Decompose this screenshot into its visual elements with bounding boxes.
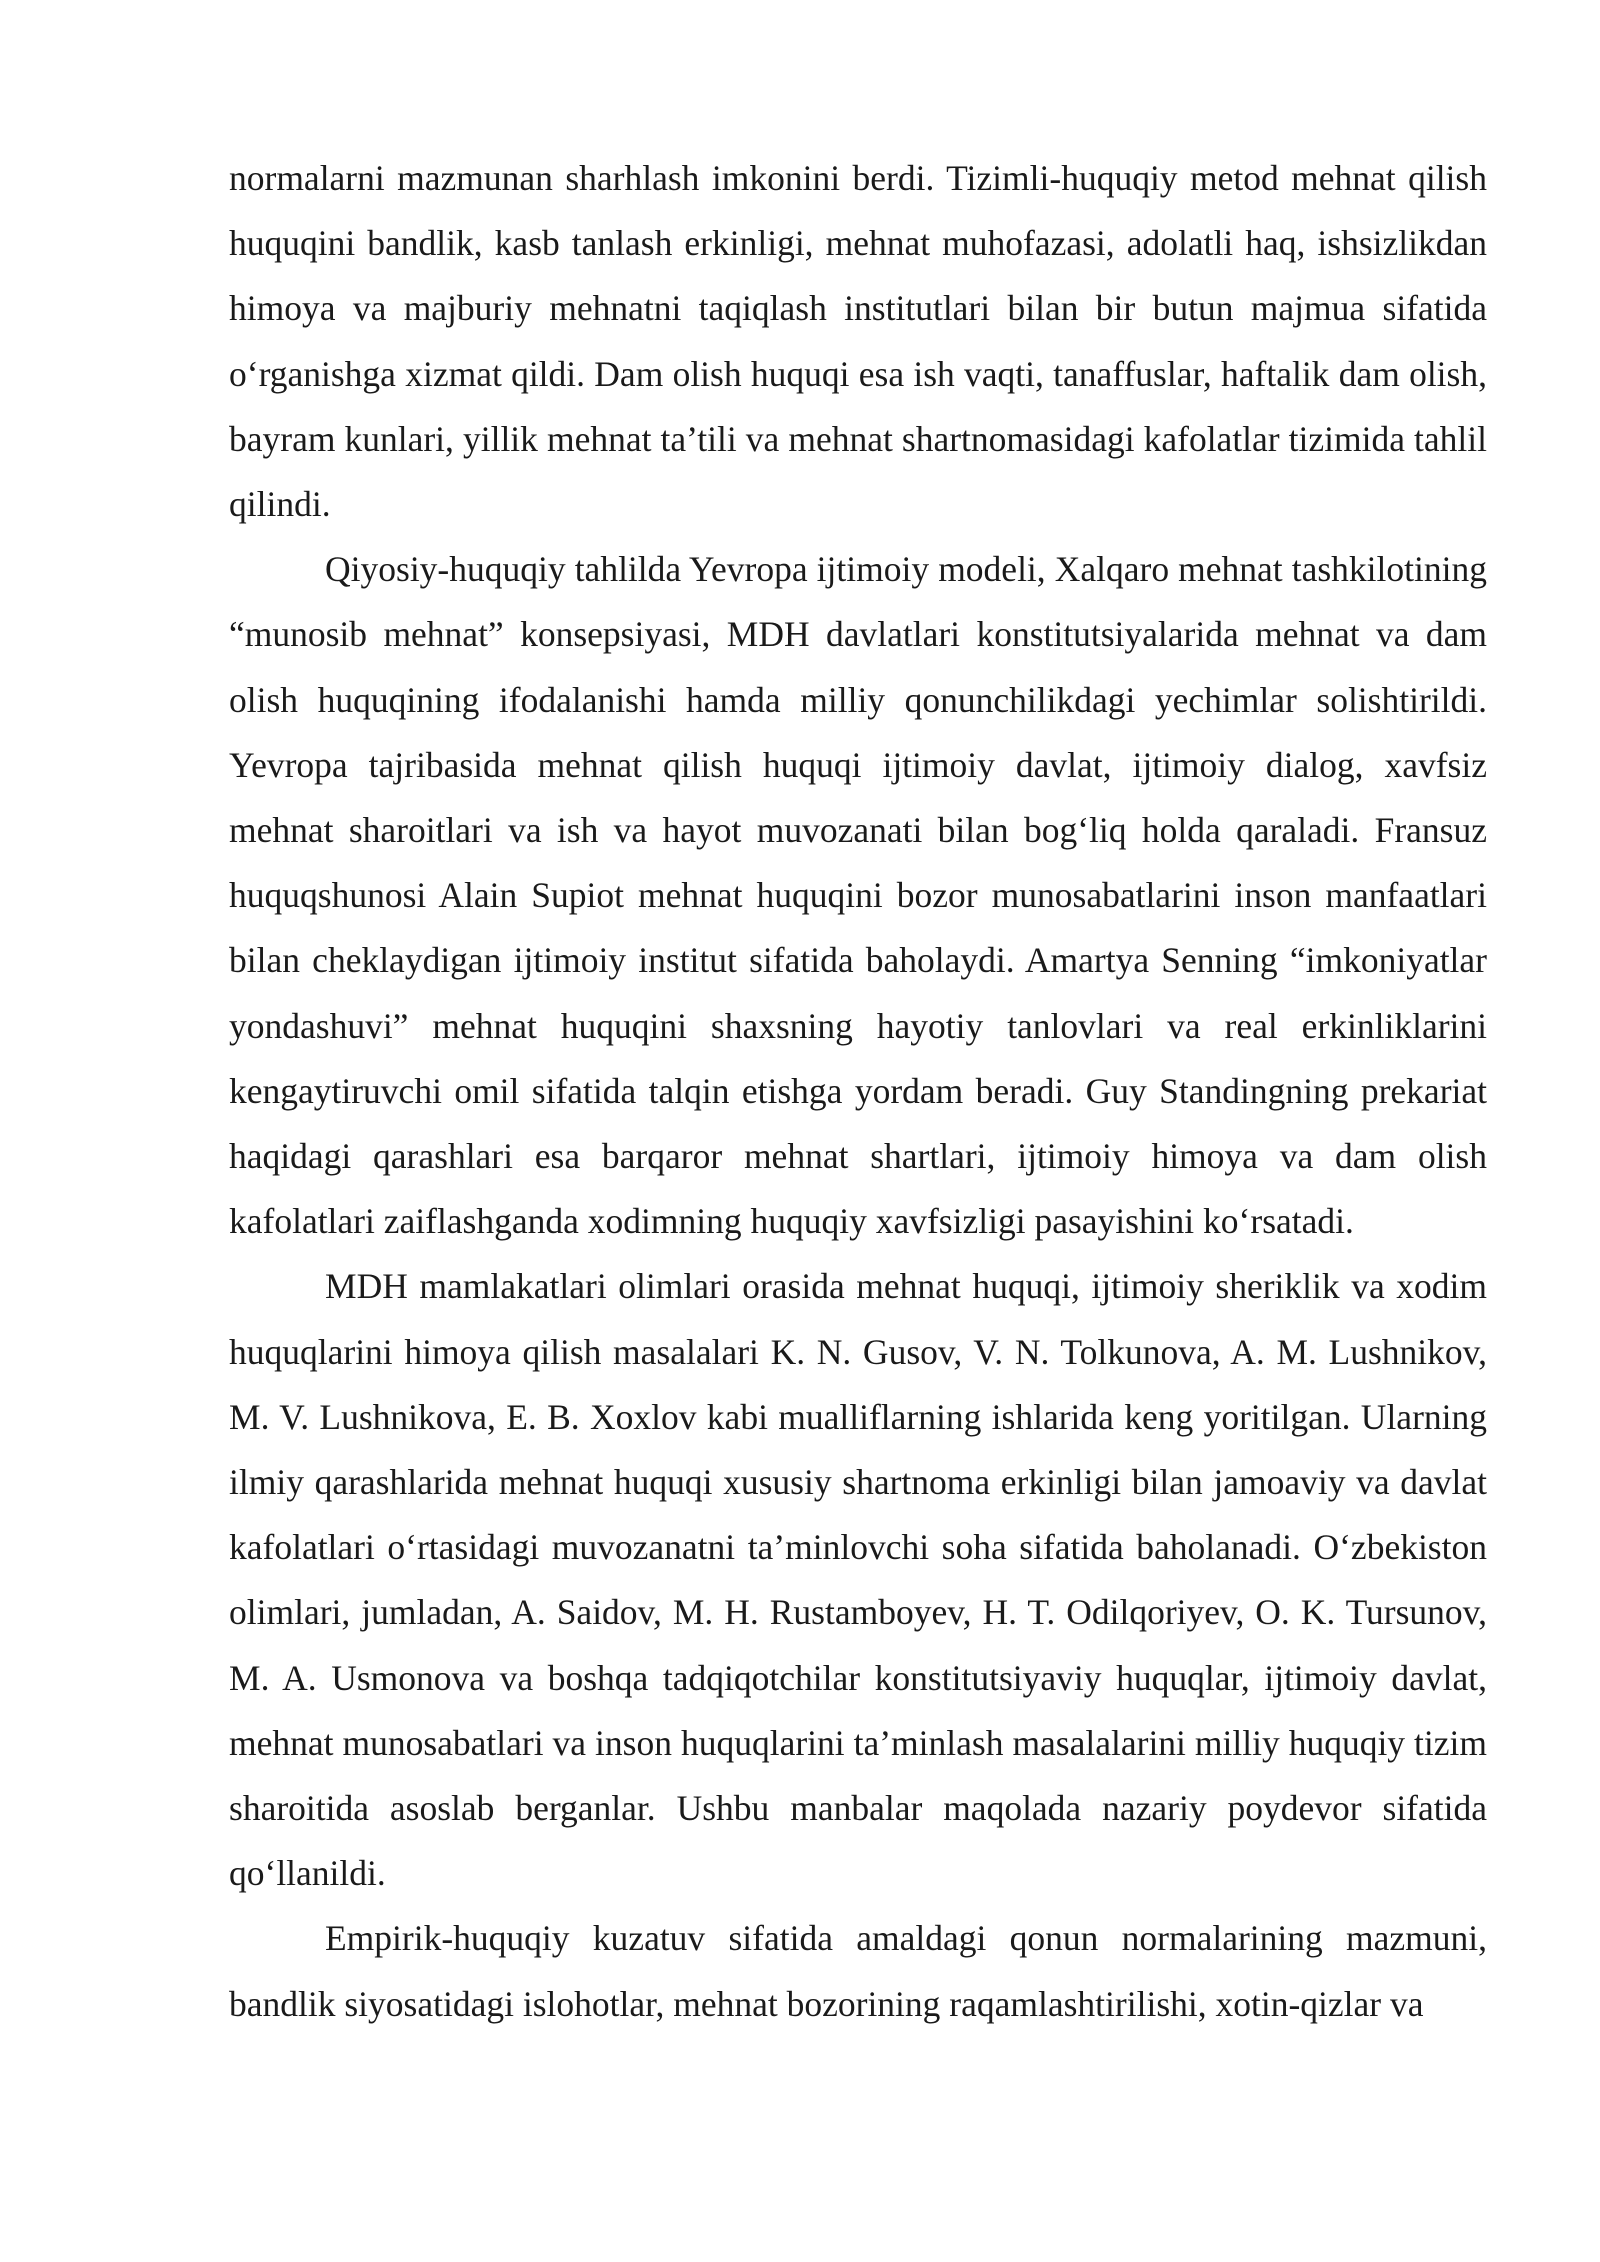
paragraph-empirical-observation: Empirik-huquqiy kuzatuv sifatida amaldagi qonun normalarining mazmuni, bandlik siyosatidagi islohotlar, mehnat bozorining raqamlashtirilishi, xotin-qizlar va xyxy=(229,1918,1487,2024)
paragraph-methods-continuation: normalarni mazmunan sharhlash imkonini berdi. Tizimli-huquqiy metod mehnat qilish huquqini bandlik, kasb tanlash erkinligi, mehnat muhofazasi, adolatli haq, ishsizlikdan himoya va majburiy mehnatni taqiqlash institutlari bilan bir butun majmua sifatida o‘rganishga xizmat qildi. Dam olish huquqi esa ish vaqti, tanaffuslar, haftalik dam olish, bayram kunlari, yillik mehnat ta’tili va mehnat shartnomasidagi kafolatlar tizimida tahlil qilindi. xyxy=(229,158,1487,525)
paragraph-cis-scholars: MDH mamlakatlari olimlari orasida mehnat huquqi, ijtimoiy sheriklik va xodim huquqlarini himoya qilish masalalari K. N. Gusov, V. N. Tolkunova, A. M. Lushnikov, M. V. Lushnikova, E. B. Xoxlov kabi mualliflarning ishlarida keng yoritilgan. Ularning ilmiy qarashlarida mehnat huquqi xususiy shartnoma erkinligi bilan jamoaviy va davlat kafolatlari o‘rtasidagi muvozanatni ta’minlovchi soha sifatida baholanadi. O‘zbekiston olimlari, jumladan, A. Saidov, M. H. Rustamboyev, H. T. Odilqoriyev, O. K. Tursunov, M. A. Usmonova va boshqa tadqiqotchilar konstitutsiyaviy huquqlar, ijtimoiy davlat, mehnat munosabatlari va inson huquqlarini ta’minlash masalalarini milliy huquqiy tizim sharoitida asoslab berganlar. Ushbu manbalar maqolada nazariy poydevor sifatida qo‘llanildi. xyxy=(229,1266,1487,1894)
body-text xyxy=(229,146,1487,2037)
paragraph-comparative-analysis: Qiyosiy-huquqiy tahlilda Yevropa ijtimoiy modeli, Xalqaro mehnat tashkilotining “munosib mehnat” konsepsiyasi, MDH davlatlari konstitutsiyalarida mehnat va dam olish huquqining ifodalanishi hamda milliy qonunchilikdagi yechimlar solishtirildi. Yevropa tajribasida mehnat qilish huquqi ijtimoiy davlat, ijtimoiy dialog, xavfsiz mehnat sharoitlari va ish va hayot muvozanati bilan bog‘liq holda qaraladi. Fransuz huquqshunosi Alain Supiot mehnat huquqini bozor munosabatlarini inson manfaatlari bilan cheklaydigan ijtimoiy institut sifatida baholaydi. Amartya Senning “imkoniyatlar yondashuvi” mehnat huquqini shaxsning hayotiy tanlovlari va real erkinliklarini kengaytiruvchi omil sifatida talqin etishga yordam beradi. Guy Standingning prekariat haqidagi qarashlari esa barqaror mehnat shartlari, ijtimoiy himoya va dam olish kafolatlari zaiflashganda xodimning huquqiy xavfsizligi pasayishini ko‘rsatadi. xyxy=(229,549,1487,1242)
